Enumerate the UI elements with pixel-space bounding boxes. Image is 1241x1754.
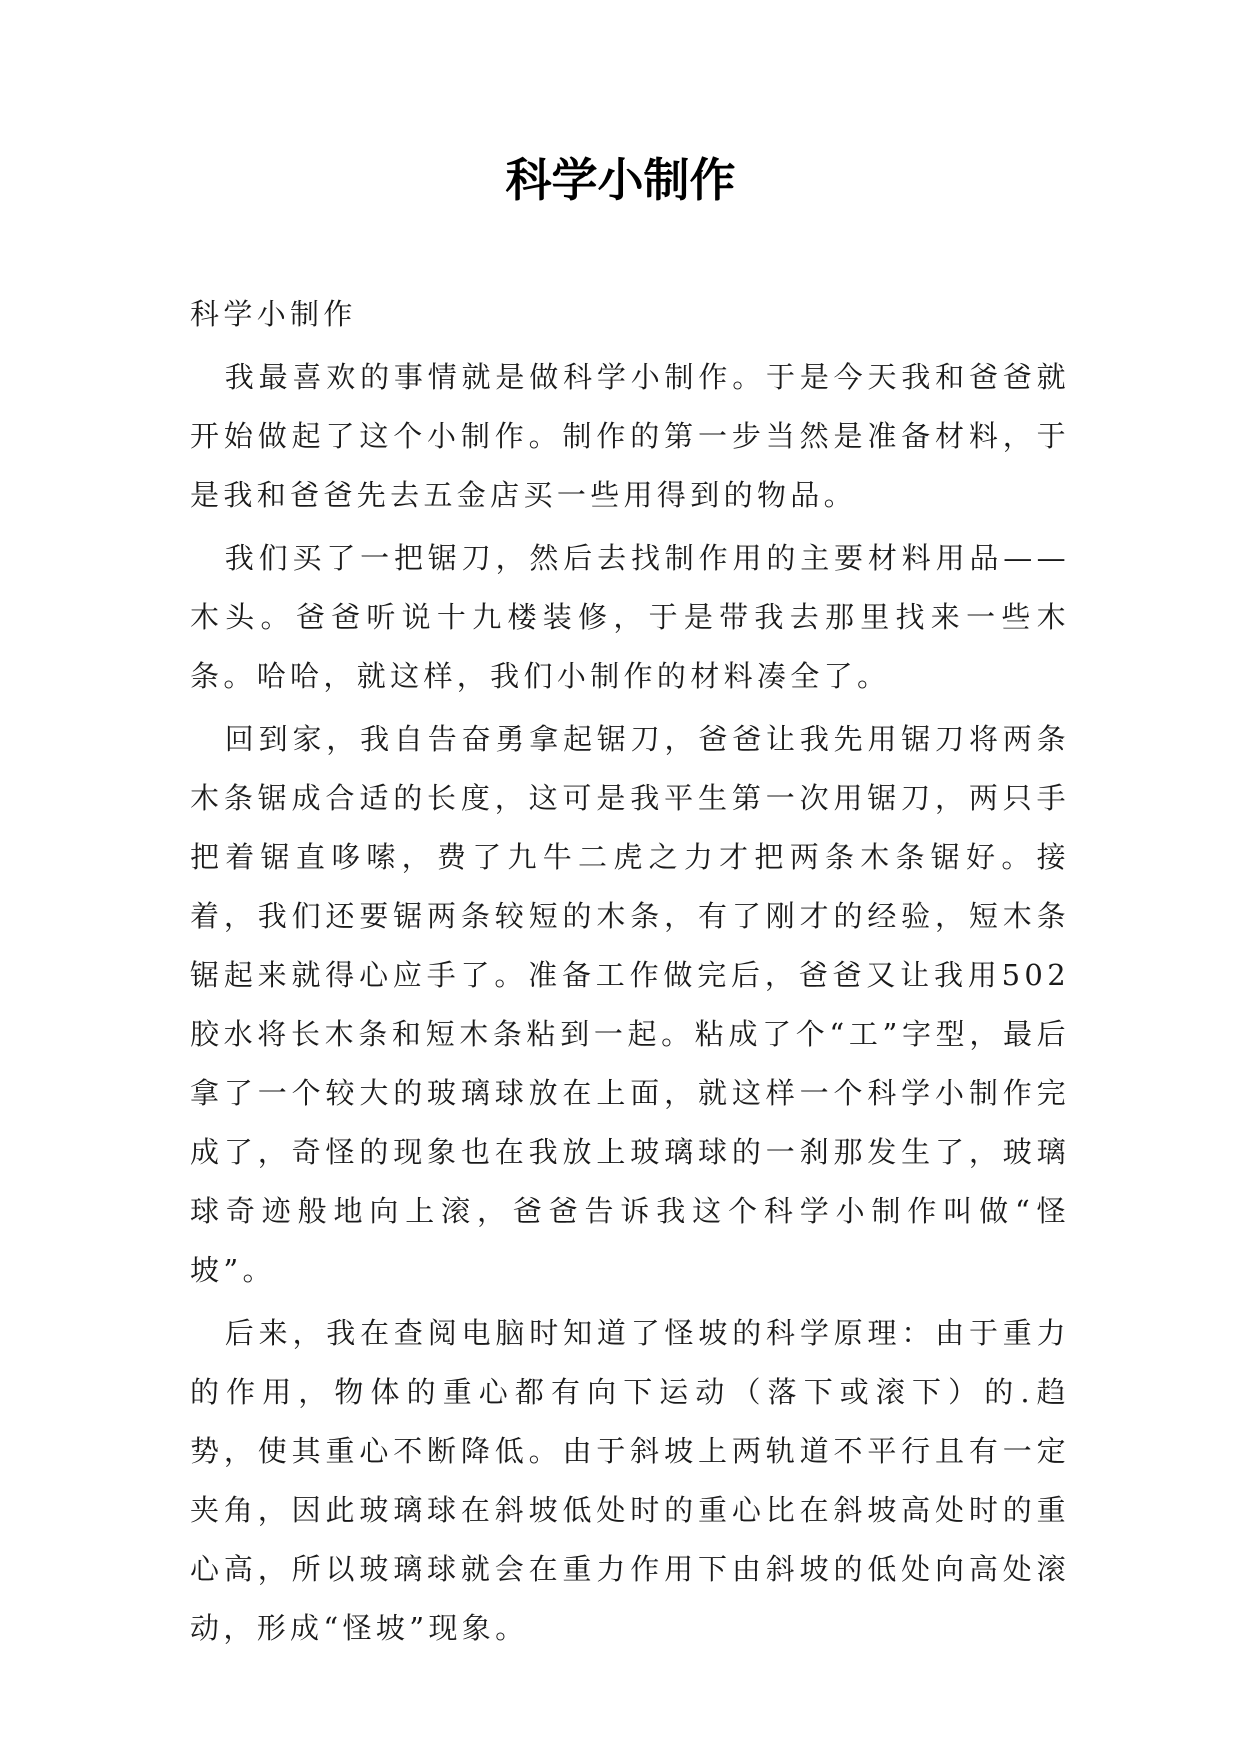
paragraph-4: 后来，我在查阅电脑时知道了怪坡的科学原理：由于重力的作用，物体的重心都有向下运动（落下或滚下）的.趋势，使其重心不断降低。由于斜坡上两轨道不平行且有一定夹角，因此玻璃球在斜坡低处时的重心比在斜坡高处时的重心高，所以玻璃球就会在重力作用下由斜坡的低处向高处滚动，形成“怪坡”现象。	[190, 1316, 1070, 1645]
document-subtitle: 科学小制作	[190, 297, 357, 331]
paragraph-1: 我最喜欢的事情就是做科学小制作。于是今天我和爸爸就开始做起了这个小制作。制作的第一步当然是准备材料，于是我和爸爸先去五金店买一些用得到的物品。	[190, 360, 1070, 512]
paragraph-2: 我们买了一把锯刀，然后去找制作用的主要材料用品——木头。爸爸听说十九楼装修，于是带我去那里找来一些木条。哈哈，就这样，我们小制作的材料凑全了。	[190, 541, 1070, 693]
document-title: 科学小制作	[505, 153, 736, 207]
paragraph-3: 回到家，我自告奋勇拿起锯刀，爸爸让我先用锯刀将两条木条锯成合适的长度，这可是我平生第一次用锯刀，两只手把着锯直哆嗦，费了九牛二虎之力才把两条木条锯好。接着，我们还要锯两条较短的木条，有了刚才的经验，短木条锯起来就得心应手了。准备工作做完后，爸爸又让我用502胶水将长木条和短木条粘到一起。粘成了个“工”字型，最后拿了一个较大的玻璃球放在上面，就这样一个科学小制作完成了，奇怪的现象也在我放上玻璃球的一刹那发生了，玻璃球奇迹般地向上滚，爸爸告诉我这个科学小制作叫做“怪坡”。	[190, 722, 1070, 1287]
document-body	[190, 285, 1070, 1662]
